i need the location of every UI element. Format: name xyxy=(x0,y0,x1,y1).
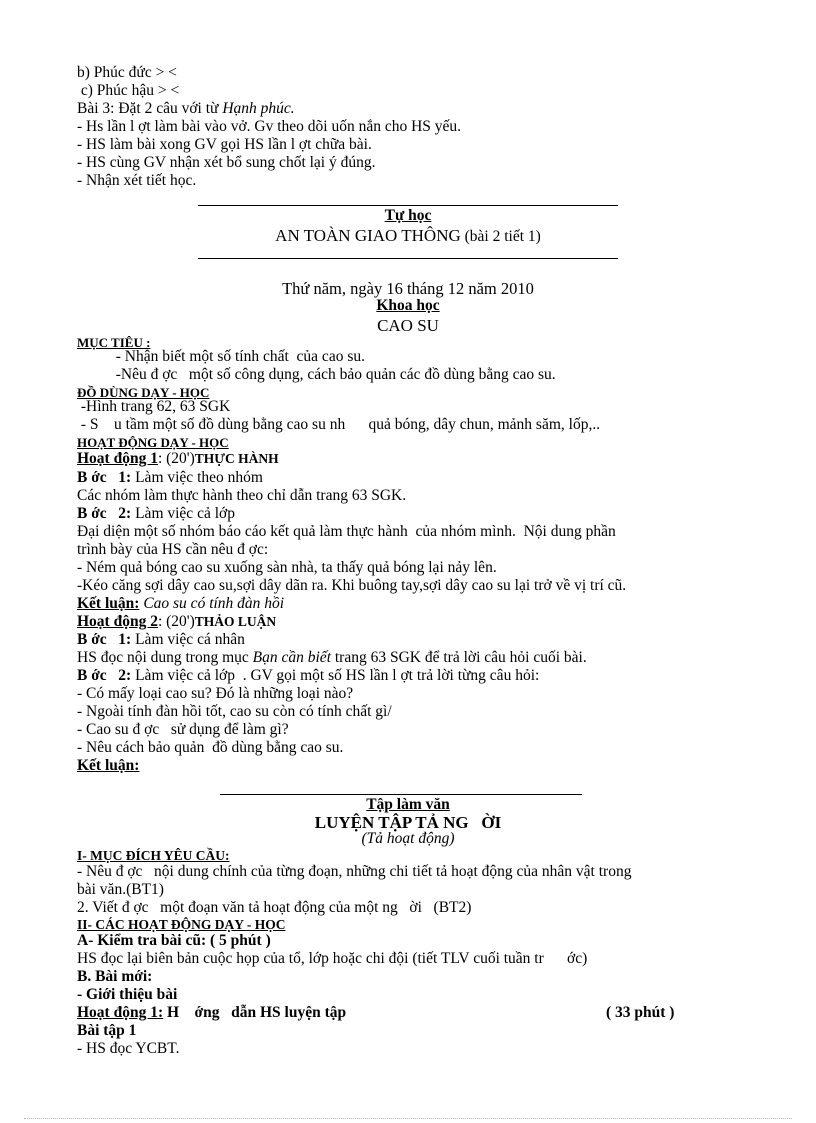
text-line: trình bày của HS cần nêu đ ợc: xyxy=(77,541,269,558)
step-2 xyxy=(77,505,235,523)
title-text: AN TOÀN GIAO THÔNG xyxy=(275,226,461,245)
question: - Cao su đ ợc sử dụng để làm gì? xyxy=(77,721,289,738)
question: - Có mấy loại cao su? Đó là những loại nào? xyxy=(77,685,354,702)
text-line: - Ném quả bóng cao su xuống sàn nhà, ta thấy quả bóng lại nảy lên. xyxy=(77,559,497,576)
activity-1-text: H ớng dẫn HS luyện tập xyxy=(163,1004,347,1021)
step-text: Làm việc cá nhân xyxy=(131,631,245,648)
subject-tu-hoc: Tự học xyxy=(384,207,432,224)
part-a-heading: A- Kiểm tra bài cũ: ( 5 phút ) xyxy=(77,932,271,949)
subject-khoa-hoc: Khoa học xyxy=(376,297,440,314)
text-line: - HS đọc YCBT. xyxy=(77,1040,180,1057)
text-line: - Nêu đ ợc nội dung chính của từng đoạn, những chi tiết tả hoạt động của nhân vật trong xyxy=(77,863,632,880)
text-line: - HS cùng GV nhận xét bổ sung chốt lại ý đúng. xyxy=(77,154,376,171)
text-line: - Nhận xét tiết học. xyxy=(77,172,197,189)
activity-1 xyxy=(77,450,279,468)
step-text: Làm việc cả lớp xyxy=(131,505,235,522)
text-line: - HS làm bài xong GV gọi HS lần l ợt chữa bài. xyxy=(77,136,372,153)
exercise-3-word: Hạnh phúc. xyxy=(222,100,295,117)
step-label: B ớc 2: xyxy=(77,505,132,522)
objective-1: - Nhận biết một số tính chất của cao su. xyxy=(115,348,365,365)
conclusion-text: Cao su có tính đàn hồi xyxy=(139,595,285,612)
section-title xyxy=(0,227,816,246)
step-1 xyxy=(77,631,245,649)
step-label: B ớc 2: xyxy=(77,667,132,684)
step-2 xyxy=(77,667,539,685)
page-edge xyxy=(24,1118,792,1119)
text-italic: Bạn cần biết xyxy=(252,649,331,666)
text-line: bài văn.(BT1) xyxy=(77,881,164,898)
objective-2: -Nêu đ ợc một số công dụng, cách bảo quản các đồ dùng bằng cao su. xyxy=(115,366,556,383)
intro-line: - Giới thiệu bài xyxy=(77,986,178,1003)
item-c: c) Phúc hậu > < xyxy=(77,82,180,99)
conclusion-2-label: Kết luận: xyxy=(77,757,140,774)
activity-2-time: : (20') xyxy=(157,613,195,630)
step-label: B ớc 1: xyxy=(77,469,132,486)
step-label: B ớc 1: xyxy=(77,631,132,648)
lesson-subtitle: (Tả hoạt động) xyxy=(361,830,455,847)
text-line: Các nhóm làm thực hành theo chỉ dẫn trang 63 SGK. xyxy=(77,487,407,504)
title-note: (bài 2 tiết 1) xyxy=(460,228,541,245)
text-line: -Kéo căng sợi dây cao su,sợi dây dãn ra. Khi buông tay,sợi dây cao su lại trở về vị trí cũ. xyxy=(77,577,627,594)
text-line: HS đọc lại biên bản cuộc họp của tổ, lớp hoặc chi đội (tiết TLV cuối tuần tr ớc) xyxy=(77,950,588,967)
activity-1 xyxy=(77,1004,346,1022)
part-b-heading: B. Bài mới: xyxy=(77,968,153,985)
step-1 xyxy=(77,469,263,487)
activity-1-duration: ( 33 phút ) xyxy=(606,1004,675,1021)
text-line: - S u tầm một số đồ dùng bằng cao su nh quả bóng, dây chun, mảnh săm, lốp,.. xyxy=(77,416,601,433)
text-line: -Hình trang 62, 63 SGK xyxy=(77,398,231,415)
conclusion-1 xyxy=(77,595,284,613)
text-line: 2. Viết đ ợc một đoạn văn tả hoạt động của một ng ời (BT2) xyxy=(77,899,472,916)
question: - Nêu cách bảo quản đồ dùng bằng cao su. xyxy=(77,739,344,756)
divider xyxy=(220,794,582,795)
step-text: Làm việc cả lớp . GV gọi một số HS lần l ợt trả lời từng câu hỏi: xyxy=(131,667,540,684)
activity-2-label: Hoạt động 2 xyxy=(77,613,158,630)
heading-cac-hoat-dong: II- CÁC HOẠT ĐỘNG DẠY - HỌC xyxy=(77,917,286,932)
divider xyxy=(198,205,618,206)
divider xyxy=(198,258,618,259)
heading-muc-tieu: MỤC TIÊU : xyxy=(77,335,151,350)
activity-2 xyxy=(77,613,276,631)
activity-2-name: THẢO LUẬN xyxy=(194,614,277,629)
exercise-3-label: Bài 3: Đặt 2 câu với từ xyxy=(77,100,223,117)
activity-1-label: Hoạt động 1: xyxy=(77,1004,164,1021)
question: - Ngoài tính đàn hồi tốt, cao su còn có tính chất gì/ xyxy=(77,703,392,720)
heading-do-dung: ĐỒ DÙNG DẠY - HỌC xyxy=(77,385,210,400)
exercise-1-heading: Bài tập 1 xyxy=(77,1022,137,1039)
text-part: trang 63 SGK để trả lời câu hỏi cuối bài. xyxy=(331,649,587,666)
text-line xyxy=(77,649,587,667)
activity-1-time: : (20') xyxy=(157,450,195,467)
lesson-title: LUYỆN TẬP TẢ NG ỜI xyxy=(314,813,502,832)
lesson-title: CAO SU xyxy=(377,316,439,335)
item-b: b) Phúc đức > < xyxy=(77,64,177,81)
heading-hoat-dong: HOẠT ĐỘNG DẠY - HỌC xyxy=(77,435,229,450)
heading-muc-dich: I- MỤC ĐÍCH YÊU CẦU: xyxy=(77,848,230,863)
text-line: Đại diện một số nhóm báo cáo kết quả làm thực hành của nhóm mình. Nội dung phần xyxy=(77,523,616,540)
text-line: - Hs lần l ợt làm bài vào vở. Gv theo dõi uốn nắn cho HS yếu. xyxy=(77,118,462,135)
exercise-3 xyxy=(77,100,295,118)
text-line xyxy=(77,366,556,384)
subject-tap-lam-van: Tập làm văn xyxy=(366,796,450,813)
conclusion-label: Kết luận: xyxy=(77,595,140,612)
activity-1-name: THỰC HÀNH xyxy=(194,451,279,466)
text-part: HS đọc nội dung trong mục xyxy=(77,649,253,666)
text-line xyxy=(77,348,365,366)
date-line: Thứ năm, ngày 16 tháng 12 năm 2010 xyxy=(282,279,534,298)
activity-1-label: Hoạt động 1 xyxy=(77,450,158,467)
step-text: Làm việc theo nhóm xyxy=(131,469,263,486)
